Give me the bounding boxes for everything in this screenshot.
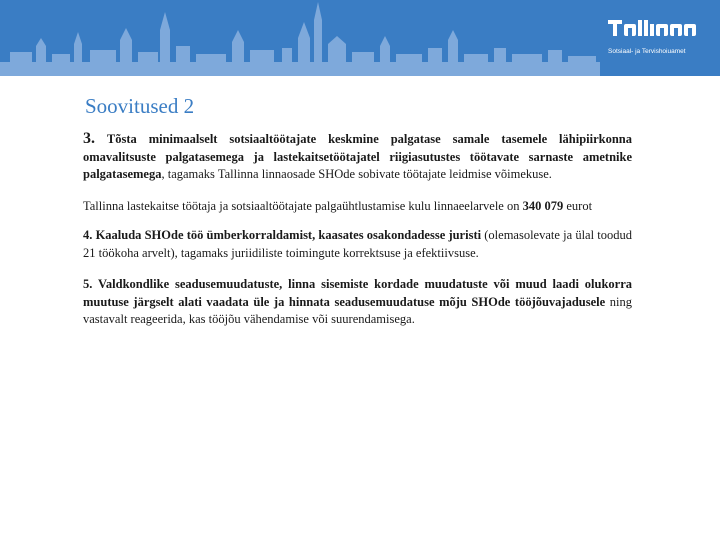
header-banner: [0, 0, 720, 76]
page-title: Soovitused 2: [85, 94, 195, 118]
tallinn-wordmark-logo: [608, 18, 700, 38]
logo-subtitle: Sotsiaal- ja Tervishoiuamet: [608, 48, 686, 55]
recommendations-body: [83, 130, 632, 343]
recommendation-5-rest: ning vastavalt reageerida, kas tööjõu vähendamise või suurendamisega.: [83, 294, 632, 326]
cost-statement: [83, 198, 632, 216]
recommendation-5-bold: 5. Valdkondlike seadusemuudatuste, linna sisemiste kordade muudatuste või muud laadi olukorra muutuse järgselt alati vaadata üle ja hinnata seadusemuudatuse mõju SHOde tööjõuvajadusele: [83, 277, 632, 309]
recommendation-3-rest: , tagamaks Tallinna linnaosade SHOde sobivate töötajate leidmise võimekuse.: [161, 167, 552, 181]
old-town-skyline-illustration: [0, 0, 600, 76]
recommendation-3-bold: Tõsta minimaalselt sotsiaaltöötajate keskmine palgatase samale tasemele lähipiirkonna omavalitsuste palgatasemega ja lastekaitsetöötajatel riigiasutustes töötavate sarnaste ametnike palgatasemega: [83, 132, 632, 181]
cost-unit: eurot: [563, 198, 593, 213]
recommendation-4-rest: (olemasolevate ja ülal toodud 21 töökoha arvelt), tagamaks juriidiliste toimingute korrektsuse ja efektiivsuse.: [83, 228, 632, 260]
cost-amount: 340 079: [522, 198, 564, 213]
recommendation-3: [83, 130, 632, 184]
recommendation-4: [83, 227, 632, 262]
recommendation-4-bold: 4. Kaaluda SHOde töö ümberkorraldamist, kaasates osakondadesse juristi: [83, 228, 482, 242]
tallinn-logo: [608, 18, 704, 58]
cost-text: Tallinna lastekaitse töötaja ja sotsiaaltöötajate palgaühtlustamise kulu linnaeelarvele on: [83, 198, 523, 213]
item-number: 3.: [83, 130, 95, 147]
recommendation-5: [83, 276, 632, 329]
